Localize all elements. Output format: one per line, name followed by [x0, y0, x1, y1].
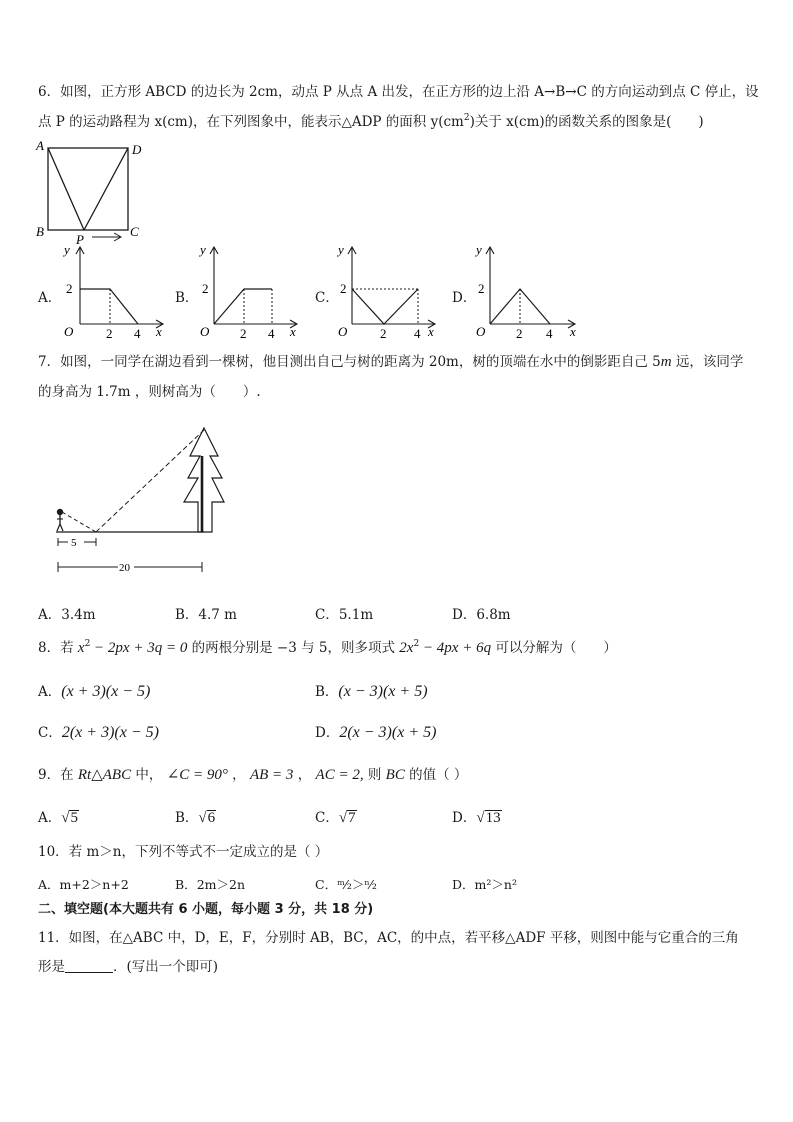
y-label: y	[338, 242, 344, 257]
q9-sep2: ，	[293, 767, 312, 783]
q9-option-c-label: C．	[315, 810, 339, 826]
q9-option-b	[175, 806, 216, 827]
q7-option-a-text: 3.4m	[61, 607, 96, 623]
q10-option-a	[38, 875, 129, 893]
q9-option-a-sqrt-icon: √	[61, 810, 70, 826]
x-tick-2: 2	[106, 326, 113, 340]
graph-c-line	[352, 289, 418, 324]
q10-stem: 10．若 m＞n，下列不等式不一定成立的是（ ）	[38, 844, 329, 860]
q8-option-b-label: B．	[315, 684, 339, 700]
q8-option-d-label: D．	[315, 725, 340, 741]
eye-to-water-dashed	[62, 512, 96, 532]
q7-option-b	[175, 603, 237, 623]
q7-option-a	[38, 603, 96, 623]
q7-line1-a: 7．如图，一同学在湖边看到一棵树，他目测出自己与树的距离为 20m，树的顶端在水中的倒影距自己 5	[38, 354, 661, 370]
q8-suffix: 可以分解为（ ）	[491, 640, 617, 656]
graph-a-line	[80, 289, 138, 324]
q8-eq1-sup: 2	[84, 639, 91, 649]
q8-option-b-text: (x − 3)(x + 5)	[338, 683, 428, 700]
q7-option-c	[315, 603, 373, 623]
graph-b-line	[214, 289, 272, 324]
q9-option-c-rad: 7	[348, 810, 356, 826]
q9-option-b-rad: 6	[207, 810, 216, 826]
q6-option-c-label: C．	[315, 290, 339, 306]
y-tick-2: 2	[478, 281, 485, 296]
q10-option-c	[315, 875, 377, 893]
q9-option-a-rad: 5	[70, 810, 78, 826]
segment-ap	[48, 148, 84, 230]
origin-label: O	[200, 324, 210, 339]
x-label: x	[156, 324, 162, 339]
y-label: y	[476, 242, 482, 257]
label-a: A	[36, 138, 44, 153]
x-tick-2: 2	[240, 326, 247, 340]
q8-option-a	[38, 680, 150, 701]
person-leg-right	[60, 524, 63, 531]
x-tick-4: 4	[414, 326, 421, 340]
q8-prefix: 8．若	[38, 640, 78, 656]
water-to-treetop-dashed	[96, 430, 204, 532]
q7-option-c-label: C．	[315, 607, 339, 623]
q10-option-a-label: A．	[38, 877, 60, 892]
dim5-label: 5	[71, 537, 77, 549]
x-label: x	[428, 324, 434, 339]
person-leg-left	[57, 524, 60, 531]
q7-option-d-label: D．	[452, 607, 477, 623]
q9-option-d	[452, 806, 502, 827]
origin-label: O	[64, 324, 74, 339]
q6-line2-a: 点 P 的运动路程为 x(cm)，在下列图象中，能表示△ADP 的面积 y(cm	[38, 114, 464, 130]
q8-option-a-label: A．	[38, 684, 62, 700]
q9-option-a	[38, 806, 79, 827]
q8-option-b	[315, 680, 428, 701]
q9-angle: ∠C = 90°	[166, 767, 228, 783]
q7-option-d	[452, 603, 511, 623]
label-c: C	[130, 224, 139, 239]
q10-option-d-label: D．	[452, 877, 475, 892]
label-d: D	[132, 142, 142, 157]
q9-option-d-label: D．	[452, 810, 477, 826]
q8-mid: 的两根分别是 −3 与 5，则多项式	[187, 640, 400, 656]
q6-line2-sup: 2	[463, 113, 470, 123]
q9-option-d-sqrt-icon: √	[476, 810, 485, 826]
q10-option-b-text: 2m＞2n	[196, 877, 245, 892]
q8-option-a-text: (x + 3)(x − 5)	[61, 683, 151, 700]
q6-line1: 6．如图，正方形 ABCD 的边长为 2cm，动点 P 从点 A 出发，在正方形的边上沿 A→B→C 的方向运动到点 C 停止，设	[38, 84, 759, 100]
q10-option-d-text: m²＞n²	[474, 877, 517, 892]
y-tick-2: 2	[340, 281, 347, 296]
q6-line2	[38, 112, 704, 132]
y-tick-2: 2	[202, 281, 209, 296]
q9-option-b-sqrt-icon: √	[198, 810, 207, 826]
q11-line1: 11．如图，在△ABC 中，D，E，F，分别时 AB，BC，AC，的中点，若平移△ADF 平移，则图中能与它重合的三角	[38, 930, 739, 946]
x-tick-4: 4	[134, 326, 141, 340]
q9-option-a-label: A．	[38, 810, 62, 826]
q9-prefix: 9．在	[38, 767, 74, 783]
x-label: x	[290, 324, 296, 339]
q6-option-d-label: D．	[452, 290, 477, 306]
x-tick-4: 4	[546, 326, 553, 340]
q9-ab: AB = 3	[249, 767, 294, 783]
square-abcd	[48, 148, 128, 230]
q11-line2-a: 形是	[38, 959, 65, 975]
q8-eq1-rest: − 2px + 3q = 0	[90, 640, 188, 656]
origin-label: O	[476, 324, 486, 339]
q10-option-c-label: C．	[315, 877, 338, 892]
q6-graph-b	[192, 240, 304, 340]
q7-tree-figure	[48, 420, 228, 580]
q8-eq2-sup: 2	[413, 639, 420, 649]
origin-label: O	[338, 324, 348, 339]
x-tick-4: 4	[268, 326, 275, 340]
q11-answer-blank[interactable]	[65, 958, 113, 973]
q8-option-d	[315, 721, 436, 742]
q6-graph-c	[330, 240, 442, 340]
label-b: B	[36, 224, 44, 239]
q8-eq2-rest: − 4px + 6q	[419, 640, 492, 656]
q7-option-b-label: B．	[175, 607, 199, 623]
q7-option-d-text: 6.8m	[476, 607, 511, 623]
q8-option-c	[38, 721, 159, 742]
q6-line2-b: )关于 x(cm)的函数关系的图象是( )	[469, 114, 704, 130]
x-tick-2: 2	[516, 326, 523, 340]
q6-option-a-label: A．	[38, 290, 62, 306]
x-label: x	[570, 324, 576, 339]
q9-tri: Rt△ABC	[77, 767, 132, 783]
q10-option-b	[175, 875, 245, 893]
q9-suffix: 的值（ ）	[404, 767, 468, 783]
q8-eq1-x: x	[77, 640, 85, 656]
q9-ac: AC = 2,	[315, 767, 364, 783]
q9-bc: BC	[385, 767, 405, 783]
q10-option-d	[452, 875, 517, 893]
y-label: y	[64, 242, 70, 257]
q9-option-c-sqrt-icon: √	[338, 810, 348, 826]
q6-option-b-label: B．	[175, 290, 199, 306]
q6-graph-a	[58, 240, 170, 340]
label-p: P	[76, 232, 84, 246]
q7-option-c-text: 5.1m	[338, 607, 374, 623]
q7-option-a-label: A．	[38, 607, 62, 623]
q9-option-b-label: B．	[175, 810, 199, 826]
section2-title: 二、填空题(本大题共有 6 小题，每小题 3 分，共 18 分)	[38, 902, 374, 917]
q8-option-d-text: 2(x − 3)(x + 5)	[339, 724, 437, 741]
q7-line1-b: 远，该同学	[671, 354, 744, 370]
y-tick-2: 2	[66, 281, 73, 296]
q8-eq2: 2x	[399, 640, 414, 656]
x-tick-2: 2	[380, 326, 387, 340]
q6-square-figure	[34, 138, 144, 246]
q7-option-b-text: 4.7 m	[198, 607, 237, 623]
q9-option-c	[315, 806, 357, 827]
q7-line1-m: m	[660, 354, 672, 370]
q9-mid2: 则	[363, 767, 386, 783]
q9-sep1: ，	[227, 767, 246, 783]
q9-option-d-rad: 13	[485, 810, 501, 826]
segment-dp	[84, 148, 128, 230]
dim20-label: 20	[119, 562, 130, 574]
q9-mid1: 中，	[131, 767, 163, 783]
q6-graph-d	[468, 240, 586, 340]
q10-option-b-label: B．	[175, 877, 197, 892]
q7-line1	[38, 352, 743, 372]
q9-stem	[38, 765, 467, 785]
q11-line2	[38, 957, 218, 977]
q8-stem	[38, 638, 617, 658]
q10-option-c-text: ᵐ⁄₂＞ⁿ⁄₂	[337, 877, 377, 892]
y-label: y	[200, 242, 206, 257]
q11-line2-b: ．(写出一个即可)	[113, 959, 219, 975]
q7-line2: 的身高为 1.7m ，则树高为（ ）.	[38, 384, 261, 400]
q10-option-a-text: m+2＞n+2	[59, 877, 129, 892]
q8-option-c-text: 2(x + 3)(x − 5)	[61, 724, 159, 741]
q8-option-c-label: C．	[38, 725, 62, 741]
